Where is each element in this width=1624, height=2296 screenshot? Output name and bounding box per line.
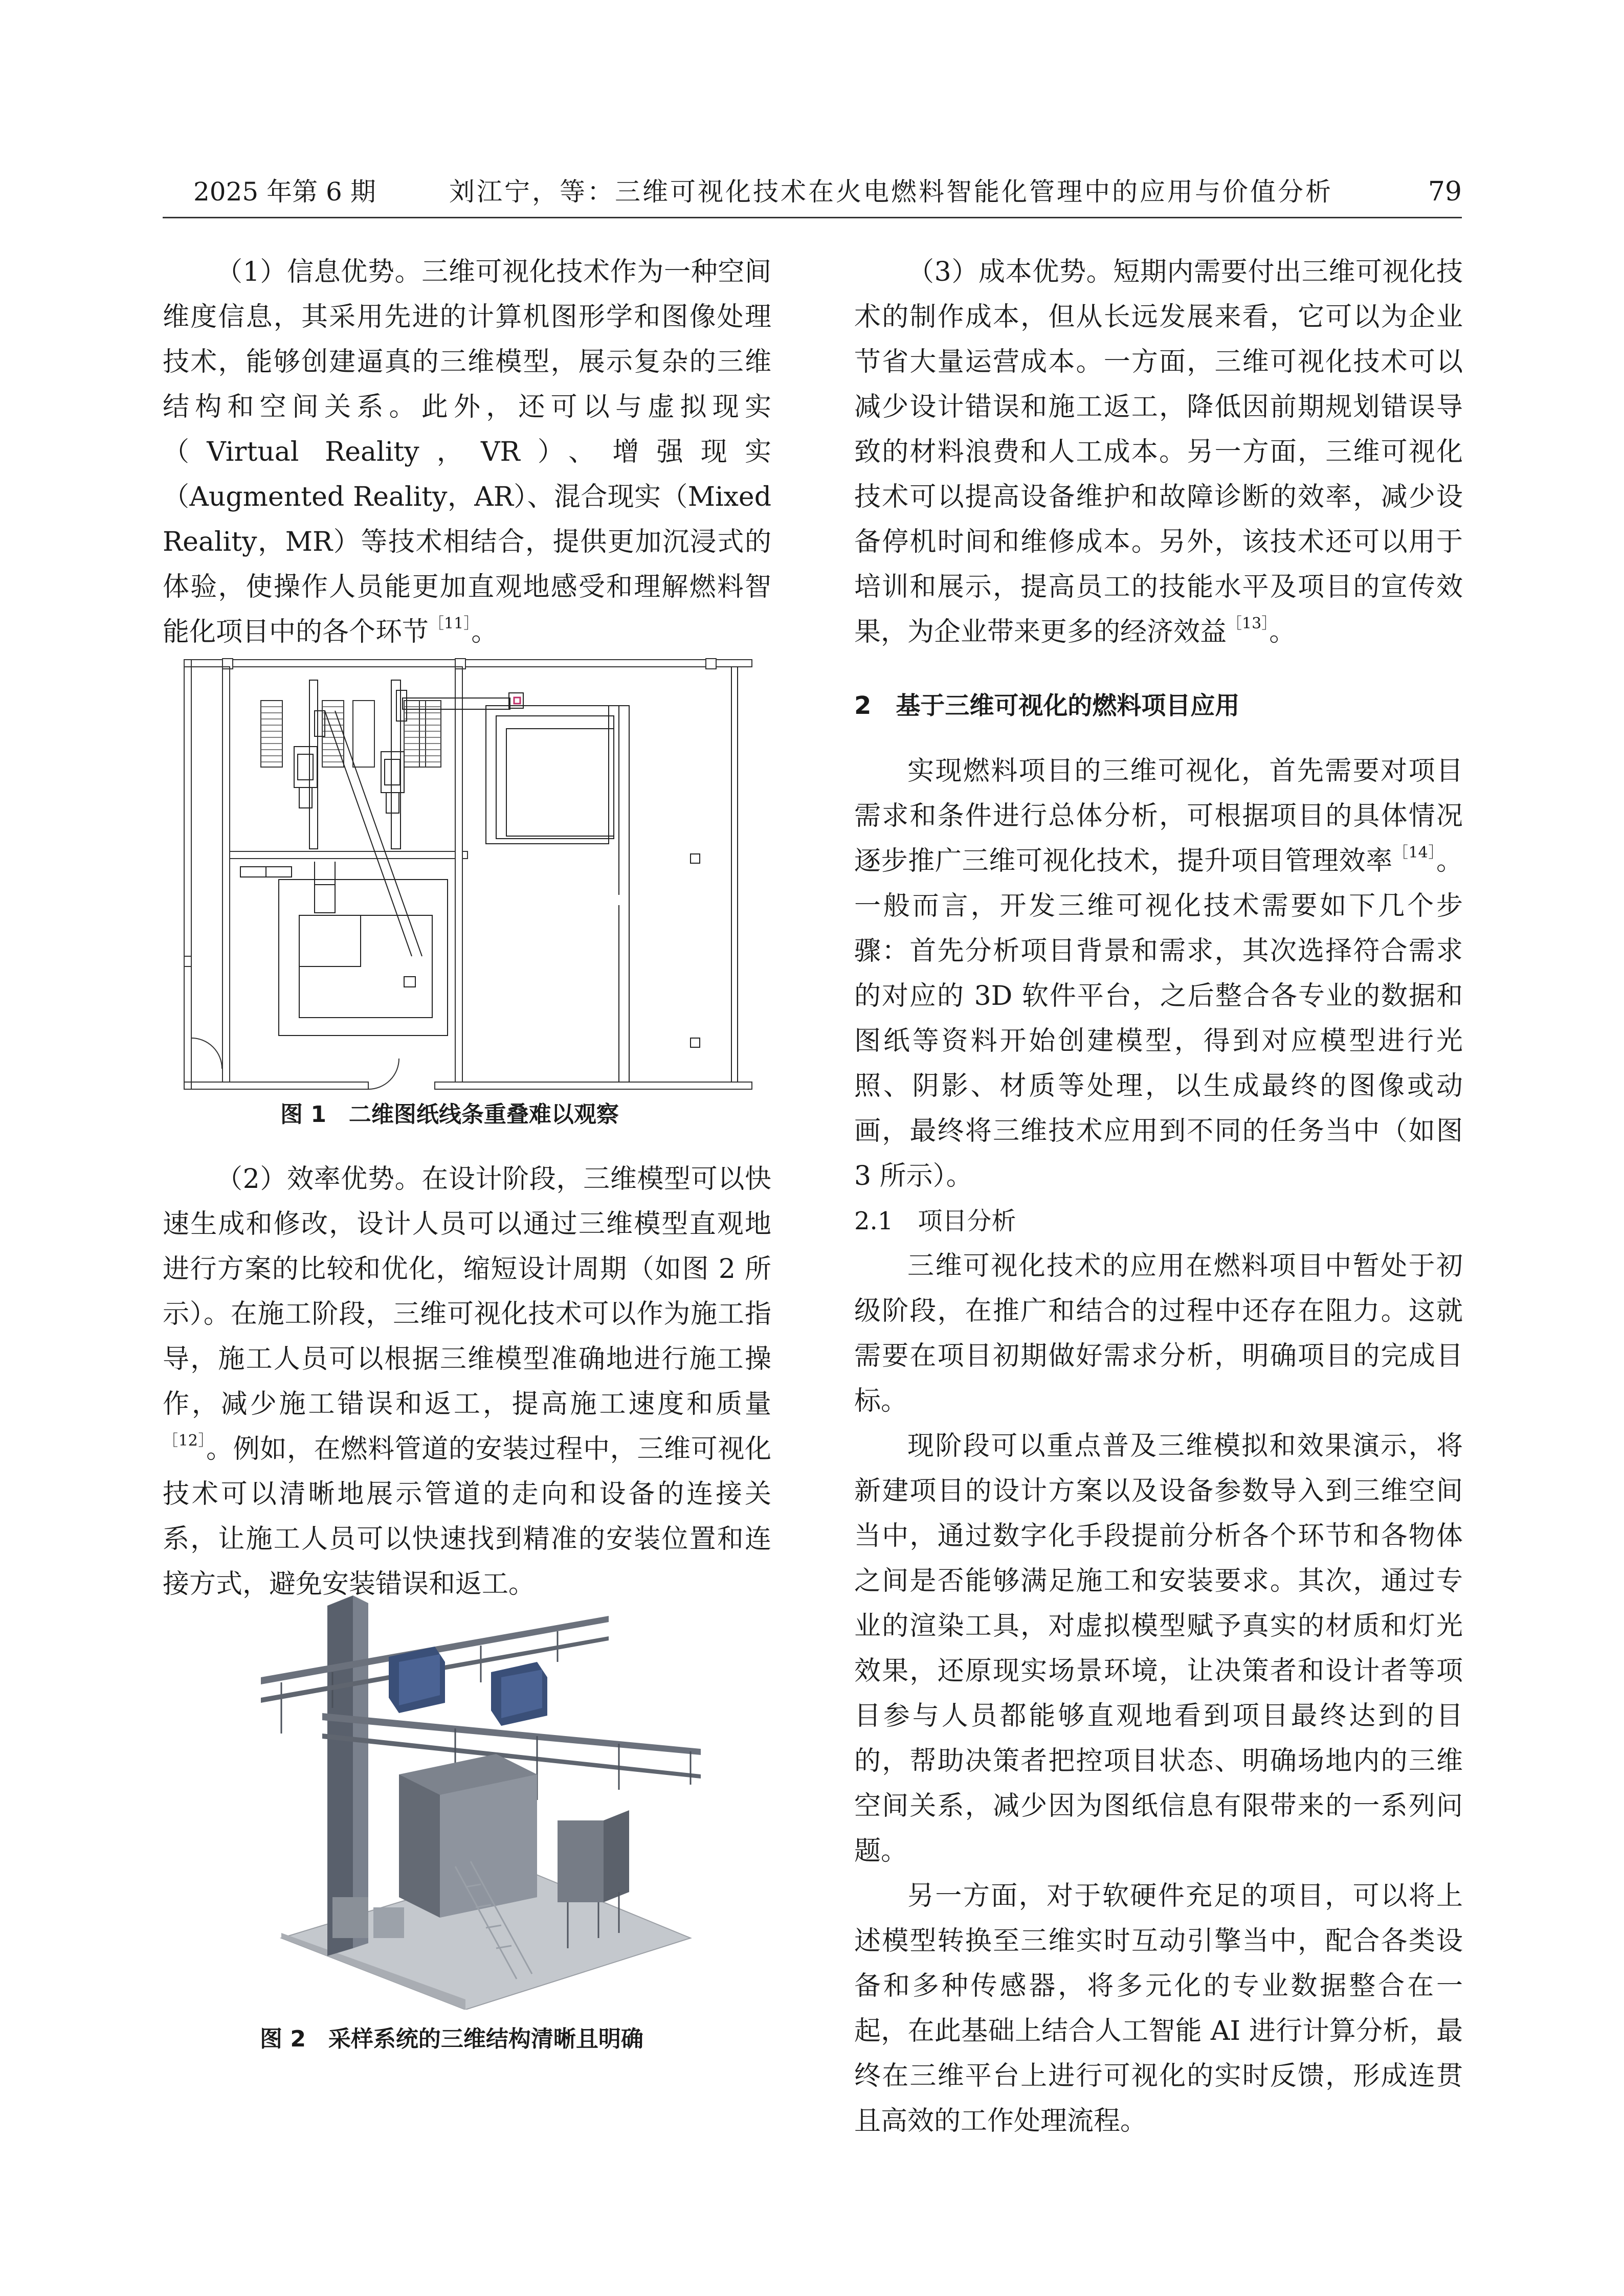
paragraph-text: （3）成本优势。短期内需要付出三维可视化技术的制作成本，但从长远发展来看，它可以为企业节省大量运营成本。一方面，三维可视化技术可以减少设计错误和施工返工，降低因前期规划错误导致的材料浪费和人工成本。另一方面，三维可视化技术可以提高设备维护和故障诊断的效率，减少设备停机时间和维修成本。另外，该技术还可以用于培训和展示，提高员工的技能水平及项目的宣传效果，为企业带来更多的经济效益 bbox=[854, 257, 1463, 647]
subsection-2-1-title: 2.1 项目分析 bbox=[854, 1207, 1016, 1235]
paragraph-implementation bbox=[854, 749, 1463, 1199]
left-column-bottom bbox=[163, 1157, 771, 1607]
running-title: 刘江宁，等：三维可视化技术在火电燃料智能化管理中的应用与价值分析 bbox=[449, 177, 1333, 207]
paragraph-efficiency-advantage bbox=[163, 1157, 771, 1607]
page-header bbox=[163, 174, 1462, 220]
citation-ref: ［14］ bbox=[1392, 844, 1436, 862]
paragraph-cost-advantage bbox=[854, 250, 1463, 655]
paragraph-project-analysis: 三维可视化技术的应用在燃料项目中暂处于初级阶段，在推广和结合的过程中还存在阻力。这就需要在项目初期做好需求分析，明确项目的完成目标。 bbox=[854, 1251, 1463, 1416]
figure-2-3d-render bbox=[251, 1580, 711, 2010]
page-number: 79 bbox=[1428, 176, 1462, 207]
citation-ref: ［13］ bbox=[1227, 615, 1270, 633]
paragraph-tail: 。 bbox=[1269, 617, 1296, 647]
section-2-title: 2 基于三维可视化的燃料项目应用 bbox=[854, 691, 1240, 720]
left-column-top bbox=[163, 250, 771, 655]
citation-ref: ［11］ bbox=[429, 615, 472, 633]
header-rule bbox=[163, 217, 1462, 218]
paragraph-tail: 。一般而言，开发三维可视化技术需要如下几个步骤：首先分析项目背景和需求，其次选择符合需求的对应的 3D 软件平台，之后整合各专业的数据和图纸等资料开始创建模型，得到对应模型进行光照、阴影、材质等处理，以生成最终的图像或动画，最终将三维技术应用到不同的任务当中（如图 3 所示）。 bbox=[854, 846, 1463, 1191]
figure-1-caption: 图 1 二维图纸线条重叠难以观察 bbox=[280, 1101, 619, 1128]
paragraph-text: （1）信息优势。三维可视化技术作为一种空间维度信息，其采用先进的计算机图形学和图像处理技术，能够创建逼真的三维模型，展示复杂的三维结构和空间关系。此外，还可以与虚拟现实（Virtual Reality，VR）、增强现实（Augmented Reality，AR）、混合现实（Mixed Reality，MR）等技术相结合，提供更加沉浸式的体验，使操作人员能更加直观地感受和理解燃料智能化项目中的各个环节 bbox=[163, 257, 771, 647]
figure-2-caption: 图 2 采样系统的三维结构清晰且明确 bbox=[260, 2026, 643, 2052]
paragraph-information-advantage bbox=[163, 250, 771, 655]
right-column bbox=[854, 250, 1463, 2144]
paragraph-text: 实现燃料项目的三维可视化，首先需要对项目需求和条件进行总体分析，可根据项目的具体情况逐步推广三维可视化技术，提升项目管理效率 bbox=[854, 756, 1463, 876]
paragraph-current-stage: 现阶段可以重点普及三维模拟和效果演示，将新建项目的设计方案以及设备参数导入到三维空间当中，通过数字化手段提前分析各个环节和各物体之间是否能够满足施工和安装要求。其次，通过专业的渲染工具，对虚拟模型赋予真实的材质和灯光效果，还原现实场景环境，让决策者和设计者等项目参与人员都能够直观地看到项目最终达到的目的，帮助决策者把控项目状态、明确场地内的三维空间关系，减少因为图纸信息有限带来的一系列问题。 bbox=[854, 1431, 1463, 1866]
paragraph-tail: 。例如，在燃料管道的安装过程中，三维可视化技术可以清晰地展示管道的走向和设备的连接关系，让施工人员可以快速找到精准的安装位置和连接方式，避免安装错误和返工。 bbox=[163, 1434, 771, 1600]
citation-ref: ［12］ bbox=[163, 1432, 207, 1450]
paragraph-realtime-engine: 另一方面，对于软硬件充足的项目，可以将上述模型转换至三维实时互动引擎当中，配合各类设备和多种传感器，将多元化的专业数据整合在一起，在此基础上结合人工智能 AI 进行计算分析，最终在三维平台上进行可视化的实时反馈，形成连贯且高效的工作处理流程。 bbox=[854, 1881, 1463, 2136]
figure-1-2d-drawing bbox=[179, 649, 762, 1094]
journal-issue: 2025 年第 6 期 bbox=[193, 177, 376, 207]
paragraph-text: （2）效率优势。在设计阶段，三维模型可以快速生成和修改，设计人员可以通过三维模型直观地进行方案的比较和优化，缩短设计周期（如图 2 所示）。在施工阶段，三维可视化技术可以作为施工指导，施工人员可以根据三维模型准确地进行施工操作，减少施工错误和返工，提高施工速度和质量 bbox=[163, 1164, 771, 1420]
paragraph-tail: 。 bbox=[471, 617, 498, 647]
